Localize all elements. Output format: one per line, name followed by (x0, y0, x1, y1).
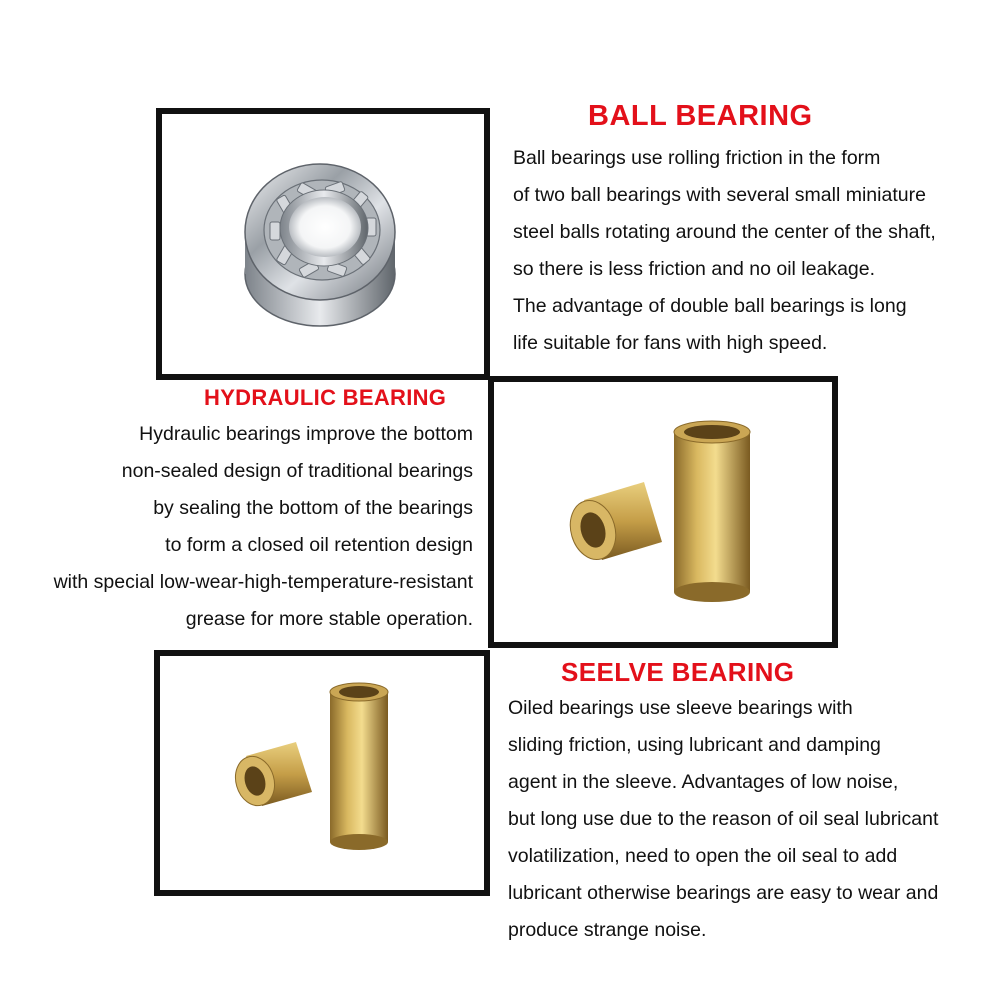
hydraulic-bearing-image (494, 382, 832, 642)
hydraulic-bearing-line: grease for more stable operation. (185, 608, 473, 630)
hydraulic-bearing-line: Hydraulic bearings improve the bottom (139, 423, 473, 445)
hydraulic-bearing-line: non-sealed design of traditional bearings (121, 460, 473, 482)
sleeve-bearing-image (160, 656, 484, 890)
hydraulic-bearing-image-frame (488, 376, 838, 648)
ball-bearing-line: so there is less friction and no oil leakage. (513, 258, 876, 280)
hydraulic-bearing-title: HYDRAULIC BEARING (204, 385, 447, 410)
ball-bearing-image (162, 114, 484, 374)
ball-bearing-line: life suitable for fans with high speed. (513, 332, 828, 354)
ball-bearing-line: Ball bearings use rolling friction in the form (513, 147, 881, 169)
ball-bearing-title: BALL BEARING (588, 100, 813, 132)
sleeve-bearing-line: but long use due to the reason of oil seal lubricant (508, 808, 939, 830)
sleeve-bearing-line: agent in the sleeve. Advantages of low noise, (508, 771, 899, 793)
ball-bearing-line: The advantage of double ball bearings is long (513, 295, 907, 317)
sleeve-bearing-line: Oiled bearings use sleeve bearings with (508, 697, 853, 719)
hydraulic-bearing-line: by sealing the bottom of the bearings (153, 497, 473, 519)
ball-bearing-line: steel balls rotating around the center of the shaft, (513, 221, 936, 243)
sleeve-bearing-line: lubricant otherwise bearings are easy to wear and (508, 882, 939, 904)
ball-bearing-description (513, 140, 936, 362)
sleeve-bearing-description (508, 690, 938, 949)
sleeve-bearing-title: SEELVE BEARING (561, 657, 795, 687)
hydraulic-bearing-line: with special low-wear-high-temperature-resistant (53, 571, 473, 593)
ball-bearing-image-frame (156, 108, 490, 380)
sleeve-bearing-line: produce strange noise. (508, 919, 707, 941)
hydraulic-bearing-description (54, 416, 473, 638)
sleeve-bearing-line: volatilization, need to open the oil seal to add (508, 845, 898, 867)
sleeve-bearing-image-frame (154, 650, 490, 896)
hydraulic-bearing-line: to form a closed oil retention design (165, 534, 473, 556)
sleeve-bearing-line: sliding friction, using lubricant and damping (508, 734, 881, 756)
ball-bearing-line: of two ball bearings with several small miniature (513, 184, 926, 206)
